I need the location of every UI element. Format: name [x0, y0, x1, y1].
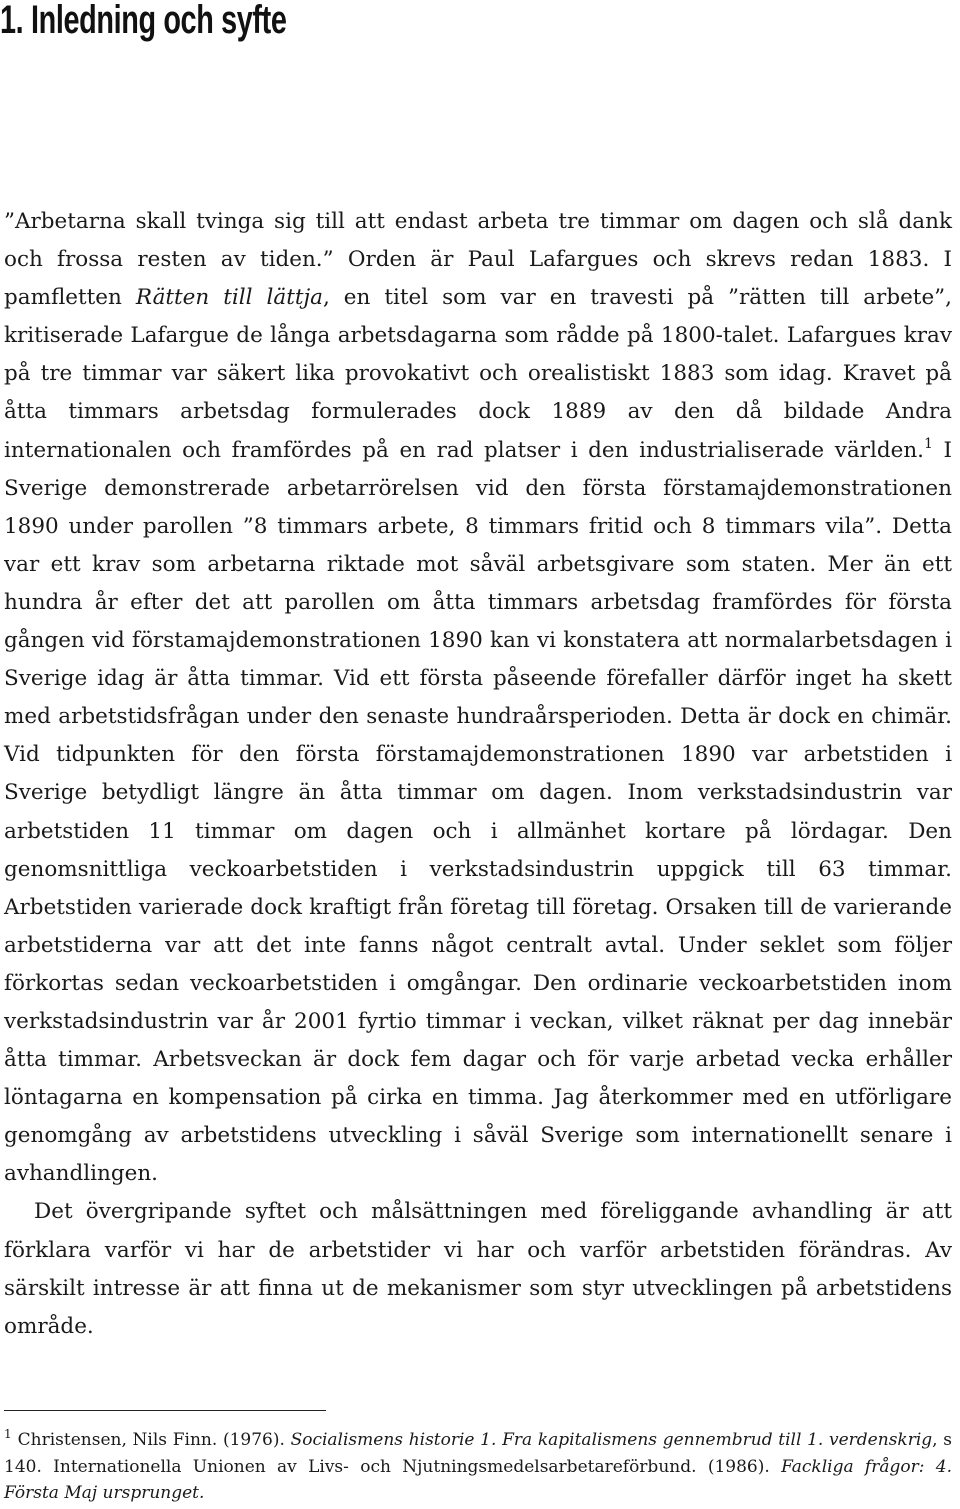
paragraph-2: Det övergripande syftet och målsättningen med föreliggande avhandling är att förklara varför vi har de arbetstider vi har och varför arbetstiden förändras. Av särskilt intresse är att finna ut de mekanismer som styr utvecklingen på arbetstidens område.	[4, 1199, 952, 1339]
footnote-text-2: , s 140. Internationella Unionen av Livs- och Njutningsmedelsarbetareförbund. (1986).	[4, 1430, 952, 1477]
footnotes	[4, 1427, 952, 1507]
footnote-reference[interactable]: 1	[924, 435, 933, 452]
footnote-number: 1	[4, 1427, 12, 1441]
paragraph-1-part-3: I Sverige demonstrerade arbetarrörelsen vid den första förstamajdemonstrationen 1890 under parollen ”8 timmars arbete, 8 timmars fritid och 8 timmars vila”. Detta var ett krav som arbetarna riktade mot såväl arbetsgivare som staten. Mer än ett hundra år efter det att parollen om åtta timmars arbetsdag framfördes för första gången vid förstamajdemonstrationen 1890 kan vi konstatera att normalarbetsdagen i Sverige idag är åtta timmar. Vid ett första påseende förefaller därför inget ha skett med arbetstidsfrågan under den senaste hundraårsperioden. Detta är dock en chimär. Vid tidpunkten för den första förstamajdemonstrationen 1890 var arbetstiden i Sverige betydligt längre än åtta timmar om dagen. Inom verkstadsindustrin var arbetstiden 11 timmar om dagen och i allmänhet kortare på lördagar. Den genomsnittliga veckoarbetstiden i verkstadsindustrin uppgick till 63 timmar. Arbetstiden varierade dock kraftigt från företag till företag. Orsaken till de varierande arbetstiderna var att det inte fanns något centralt avtal. Under seklet som följer förkortas sedan veckoarbetstiden i omgångar. Den ordinarie veckoarbetstiden inom verkstadsindustrin var år 2001 fyrtio timmar i veckan, vilket räknat per dag innebär åtta timmar. Arbetsveckan är dock fem dagar och för varje arbetad vecka erhåller löntagarna en kompensation på cirka en timma. Jag återkommer med en utförligare genomgång av arbetstidens utveckling i såväl Sverige som internationellt senare i avhandlingen.	[4, 437, 953, 1187]
footnote-book-title: Socialismens historie 1. Fra kapitalismens gennembrud till 1. verdenskrig	[290, 1430, 933, 1450]
pamphlet-title: Rätten till lättja	[135, 285, 323, 311]
paragraph-1	[4, 203, 952, 1193]
body-text	[4, 203, 952, 1346]
footnote-divider	[4, 1410, 326, 1411]
section-heading: 1. Inledning och syfte	[0, 0, 287, 42]
footnote-1	[4, 1427, 952, 1507]
footnote-publication-title: Fackliga frågor: 4. Första Maj ursprunget.	[4, 1456, 952, 1503]
paragraph-1-part-1: ”Arbetarna skall tvinga sig till att endast arbeta tre timmar om dagen och slå dank och frossa resten av tiden.” Orden är Paul Lafargues och skrevs redan 1883. I pamfletten	[4, 209, 952, 311]
footnote-text-1: Christensen, Nils Finn. (1976).	[17, 1430, 291, 1450]
paragraph-1-part-2: , en titel som var en travesti på ”rätten till arbete”, kritiserade Lafargue de långa arbetsdagarna som rådde på 1800-talet. Lafargues krav på tre timmar var säkert lika provokativt och orealistiskt 1883 som idag. Kravet på åtta timmars arbetsdag formulerades dock 1889 av den då bildade Andra internationalen och framfördes på en rad platser i den industrialiserade världen.	[4, 285, 952, 463]
